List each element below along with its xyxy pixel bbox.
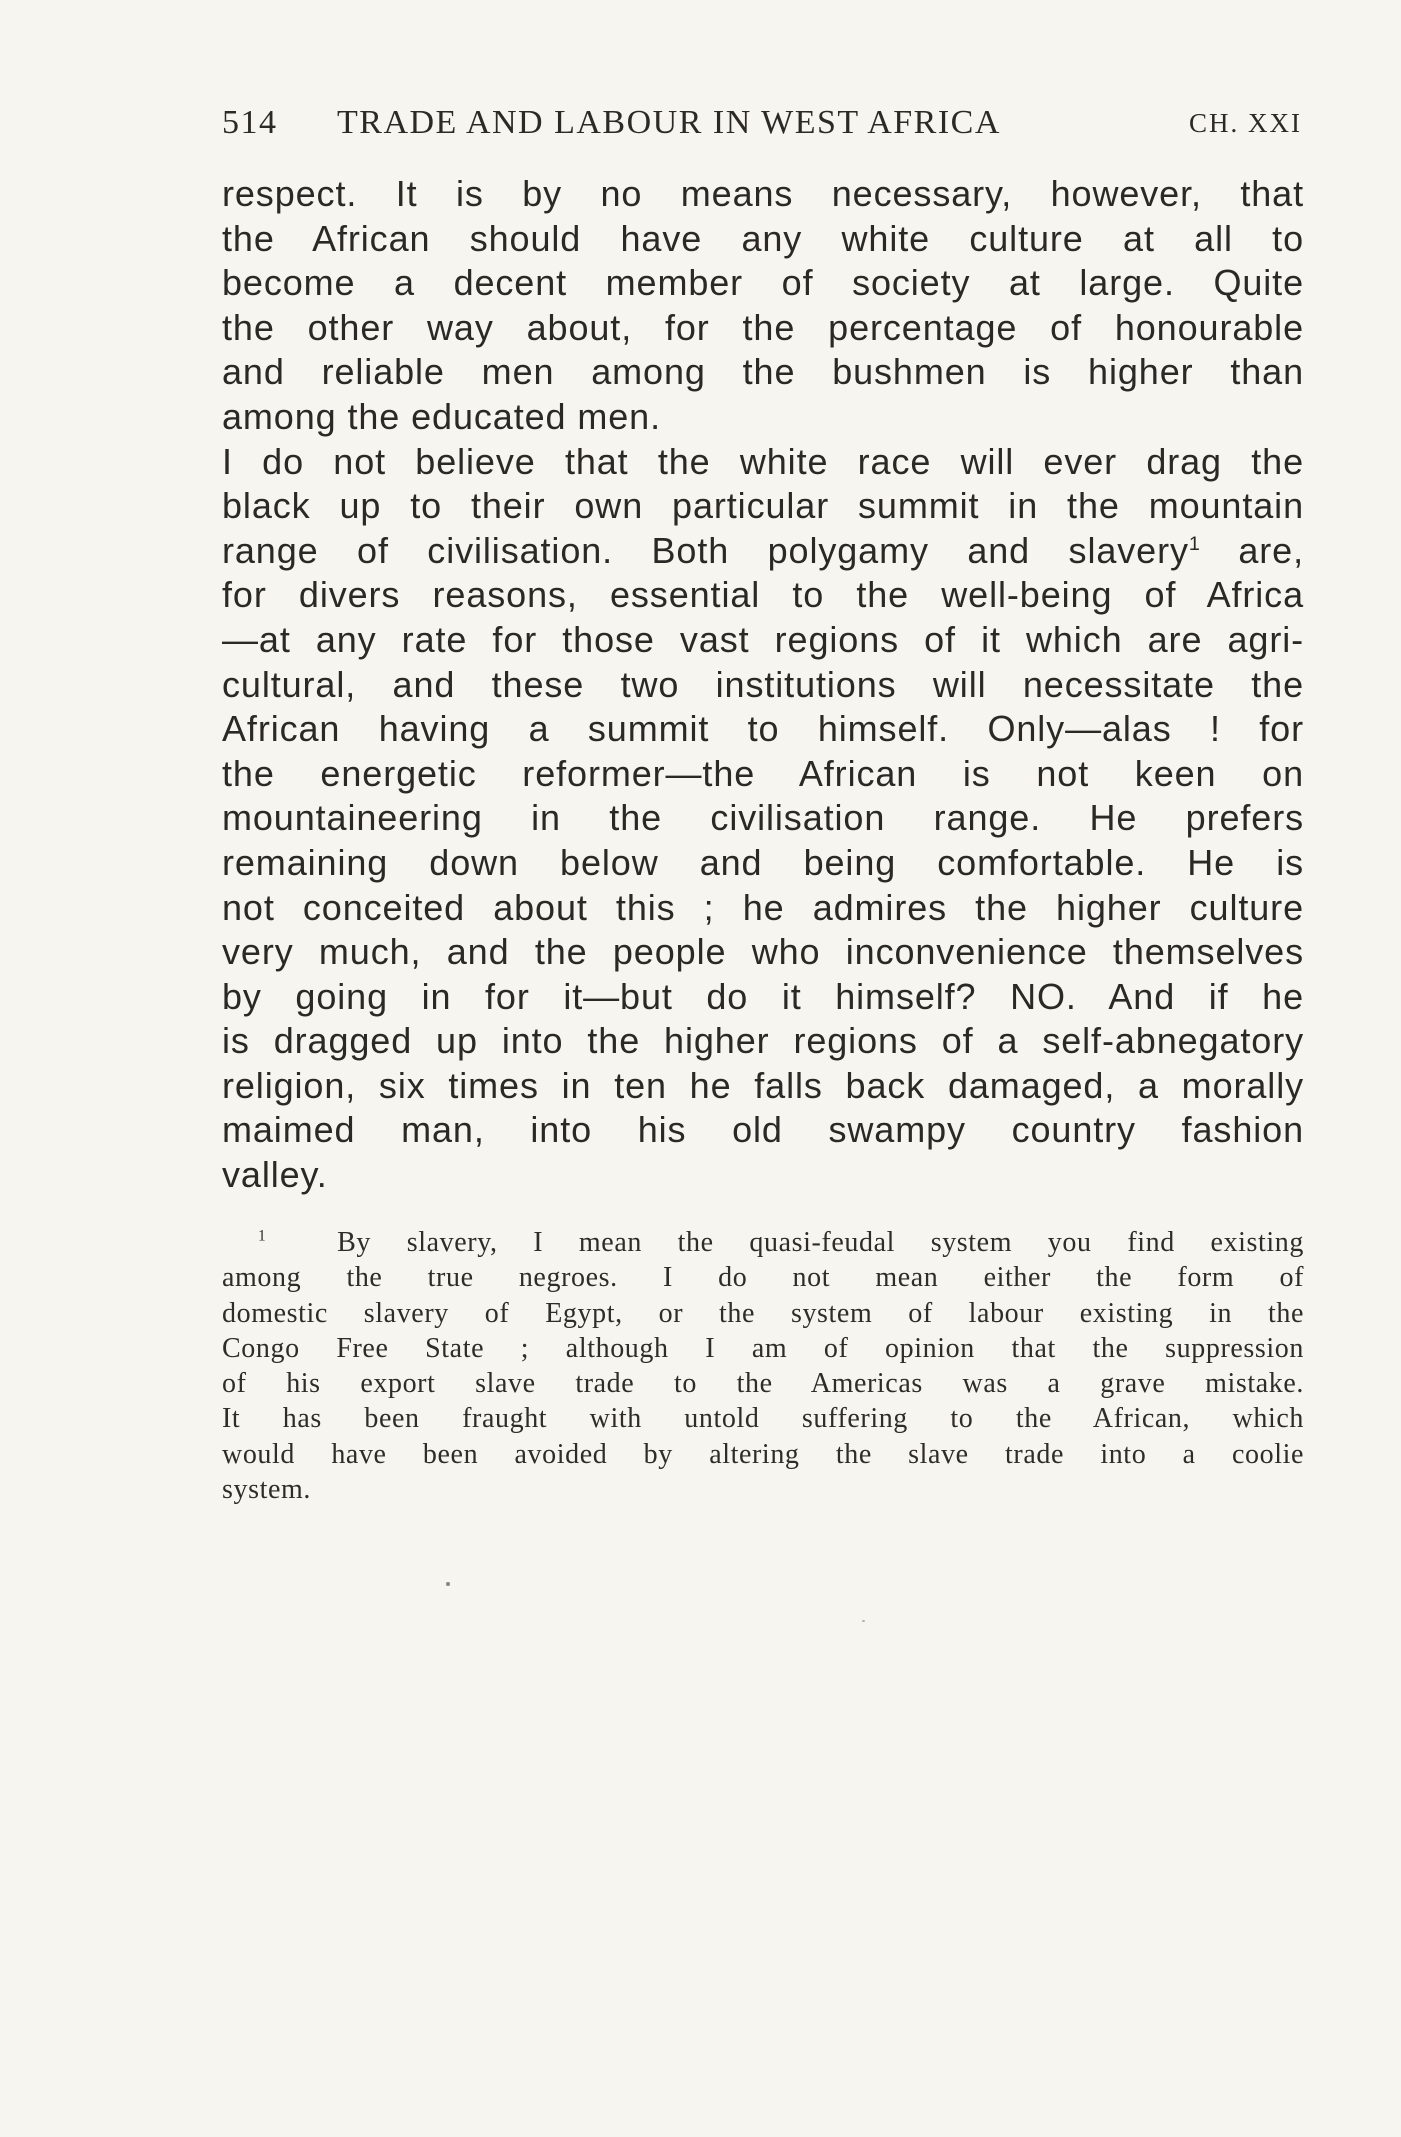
body-line: become a decent member of society at large. Quite [222, 262, 1304, 304]
footnote [222, 1225, 1304, 1507]
body-line: —at any rate for those vast regions of it which are agri- [222, 618, 1304, 660]
footnote-marker: 1 [258, 1227, 266, 1245]
body-line: is dragged up into the higher regions of a self-abnegatory [222, 1020, 1304, 1062]
body-line: the other way about, for the percentage of honourable [222, 306, 1304, 348]
body-line: respect. It is by no means necessary, however, that [222, 173, 1304, 214]
body-line: not conceited about this ; he admires the higher culture [222, 886, 1304, 928]
paper-speck [446, 1582, 450, 1586]
footnote-reference: 1 [1188, 532, 1200, 555]
body-text [222, 172, 1304, 1198]
footnote-line: would have been avoided by altering the slave trade into a coolie [222, 1438, 1304, 1470]
body-line: maimed man, into his old swampy country fashion [222, 1109, 1304, 1151]
body-line-part: are, [1199, 529, 1304, 571]
body-line: by going in for it—but do it himself? NO. And if he [222, 975, 1304, 1017]
body-line: for divers reasons, essential to the well-being of Africa [222, 574, 1304, 616]
page-number: 514 [222, 104, 278, 141]
footnote-line-text: By slavery, I mean the quasi-feudal system you find existing [337, 1227, 1304, 1258]
body-line: very much, and the people who inconvenience themselves [222, 931, 1304, 973]
body-line: and reliable men among the bushmen is higher than [222, 351, 1304, 393]
footnote-line: domestic slavery of Egypt, or the system of labour existing in the [222, 1297, 1304, 1329]
body-line: religion, six times in ten he falls back damaged, a morally [222, 1064, 1304, 1106]
body-line: the African should have any white culture at all to [222, 217, 1304, 259]
footnote-line: of his export slave trade to the Americas was a grave mistake. [222, 1368, 1304, 1400]
running-title: TRADE AND LABOUR IN WEST AFRICA [337, 104, 1001, 141]
body-line: cultural, and these two institutions will necessitate the [222, 663, 1304, 705]
body-line: among the educated men. [222, 395, 661, 437]
body-line: mountaineering in the civilisation range. He prefers [222, 797, 1304, 839]
body-line: the energetic reformer—the African is not keen on [222, 752, 1304, 794]
footnote-line: Congo Free State ; although I am of opinion that the suppression [222, 1332, 1304, 1364]
footnote-line [222, 1225, 1304, 1260]
running-head [222, 100, 1302, 146]
body-line: remaining down below and being comfortable. He is [222, 841, 1304, 883]
body-line: black up to their own particular summit in the mountain [222, 485, 1304, 527]
chapter-label: CH. XXI [1189, 108, 1302, 138]
footnote-line: among the true negroes. I do not mean either the form of [222, 1262, 1304, 1294]
body-line: African having a summit to himself. Only—alas ! for [222, 708, 1304, 750]
body-line-with-footnote-ref [222, 529, 1304, 574]
footnote-line: It has been fraught with untold suffering to the African, which [222, 1403, 1304, 1435]
body-line: valley. [222, 1154, 328, 1196]
body-line: I do not believe that the white race will ever drag the [222, 440, 1304, 482]
body-line-part: range of civilisation. Both polygamy and slavery [222, 529, 1189, 571]
paper-speck [862, 1620, 865, 1622]
footnote-line: system. [222, 1474, 311, 1506]
